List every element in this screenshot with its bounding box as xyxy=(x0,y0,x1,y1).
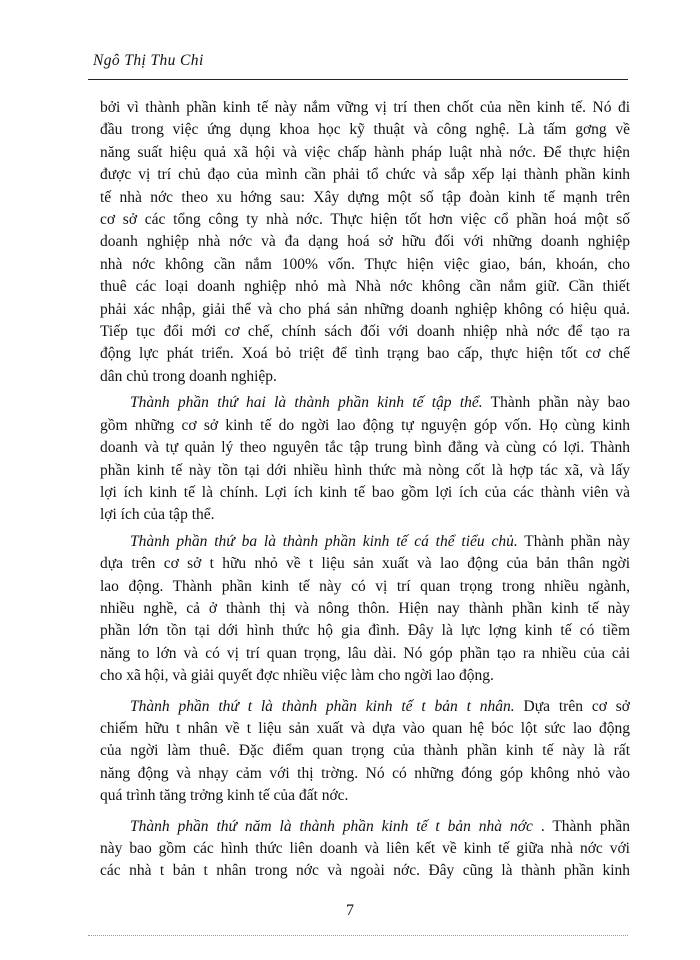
text-line: cho xã hội, và giải quyết đợc nhiều việc làm cho ngời lao động. xyxy=(100,667,494,685)
paragraph-lead: Thành phần thứ hai là thành phần kinh tế tập thể. xyxy=(130,394,483,412)
text-line xyxy=(100,531,630,553)
text-line: nhiều nghề, cả ở thành thị và nông thôn. Hiện nay thành phần kinh tế này xyxy=(100,599,630,617)
text-line: chiếm hữu t nhân về t liệu sản xuất và dựa vào quan hệ bóc lột sức lao động xyxy=(100,719,630,737)
paragraph-5 xyxy=(100,816,630,883)
text-line: nhà nớc không cần nắm 100% vốn. Thực hiện việc giao, bán, khoán, cho xyxy=(100,255,630,273)
text-line xyxy=(100,696,630,718)
paragraph-2 xyxy=(100,392,630,526)
text-line: động lực phát triển. Xoá bỏ triệt để tình trạng bao cấp, thực hiện tốt cơ chế xyxy=(100,345,630,363)
paragraph-gap xyxy=(100,688,630,696)
page-header-author: Ngô Thị Thu Chi xyxy=(93,52,204,69)
text-line: phần kinh tế này tồn tại dới nhiều hình thức mà nòng cốt là hợp tác xã, và lấy xyxy=(100,461,630,479)
text-run: Thành phần này bao xyxy=(482,394,630,412)
document-body xyxy=(100,97,630,883)
text-line: lợi ích của tập thể. xyxy=(100,506,215,524)
text-line: doanh nghiệp nhà nớc và đa dạng hoá sở hữu đối với những doanh nghiệp xyxy=(100,233,630,251)
text-line: của ngời làm thuê. Đặc điểm quan trọng của thành phần kinh tế này là rất xyxy=(100,742,630,760)
text-line: Tiếp tục đổi mới cơ chế, chính sách đối với doanh nhiệp nhà nớc để tạo ra xyxy=(100,323,630,341)
paragraph-4 xyxy=(100,696,630,808)
text-line: lao động. Thành phần kinh tế này có vị trí quan trọng trong nhiều ngành, xyxy=(100,577,630,595)
paragraph-gap xyxy=(100,808,630,816)
text-line: quá trình tăng trởng kinh tế của đất nớc. xyxy=(100,787,349,805)
text-line: năng to lớn và có vị trí quan trọng, lâu dài. Nó góp phần tạo ra nhiều của cải xyxy=(100,644,630,662)
text-run: Thành phần này xyxy=(517,532,630,550)
text-line xyxy=(100,392,630,414)
text-line xyxy=(100,816,630,838)
text-line: dân chủ trong doanh nghiệp. xyxy=(100,367,277,385)
text-line: được vị trí chủ đạo của mình cần phải tổ chức và sắp xếp lại thành phần kinh xyxy=(100,166,630,184)
text-run: . Thành phần xyxy=(532,817,630,835)
text-line: cơ sở các tổng công ty nhà nớc. Thực hiện tốt hơn việc cổ phần hoá một số xyxy=(100,211,630,229)
paragraph-1 xyxy=(100,97,630,388)
text-line: doanh và tự quản lý theo nguyên tắc tập trung bình đẳng và cùng có lợi. Thành xyxy=(100,439,630,457)
text-line: các nhà t bản t nhân trong nớc và ngoài nớc. Đây cũng là thành phần kinh xyxy=(100,862,630,880)
text-line: này bao gồm các hình thức liên doanh và liên kết về kinh tế giữa nhà nớc với xyxy=(100,840,630,857)
paragraph-lead: Thành phần thứ t là thành phần kinh tế t bản t nhân. xyxy=(130,697,515,715)
paragraph-lead: Thành phần thứ năm là thành phần kinh tế t bản nhà nớc xyxy=(130,817,533,835)
text-line: phần lớn tồn tại dới hình thức hộ gia đình. Đây là lực lợng kinh tế có tiềm xyxy=(100,622,630,640)
paragraph-3 xyxy=(100,531,630,688)
text-line: phải xác nhập, giải thể và cho phá sản những doanh nghiệp không có hiệu quả. xyxy=(100,300,630,318)
page-number: 7 xyxy=(346,902,354,919)
header-rule xyxy=(88,79,628,80)
paragraph-lead: Thành phần thứ ba là thành phần kinh tế cá thể tiểu chủ. xyxy=(130,532,518,550)
text-line: năng suất hiệu quả xã hội và việc chấp hành pháp luật nhà nớc. Để thực hiện xyxy=(100,143,630,161)
text-line: thuê các loại doanh nghiệp nhỏ mà Nhà nớc không cần nắm giữ. Cần thiết xyxy=(100,278,630,296)
text-line: gồm những cơ sở kinh tế do ngời lao động tự nguyện góp vốn. Họ cùng kinh xyxy=(100,416,630,434)
text-line: năng động và nhạy cảm với thị trờng. Nó có những đóng góp không nhỏ vào xyxy=(100,764,630,782)
text-line: dựa trên cơ sở t hữu nhỏ về t liệu sản xuất và lao động của bản thân ngời xyxy=(100,555,630,573)
text-run: Dựa trên cơ sở xyxy=(514,697,630,715)
footer-rule xyxy=(88,935,628,936)
text-line: tế nhà nớc theo xu hớng sau: Xây dựng một số tập đoàn kinh tế mạnh trên xyxy=(100,188,630,206)
text-line: lợi ích kinh tế là chính. Lợi ích kinh tế bao gồm lợi ích của các thành viên và xyxy=(100,483,630,501)
text-line: bởi vì thành phần kinh tế này nắm vững vị trí then chốt của nền kinh tế. Nó đi xyxy=(100,99,630,116)
text-line: đầu trong việc ứng dụng khoa học kỹ thuật và công nghệ. Là tấm gơng về xyxy=(100,121,630,139)
